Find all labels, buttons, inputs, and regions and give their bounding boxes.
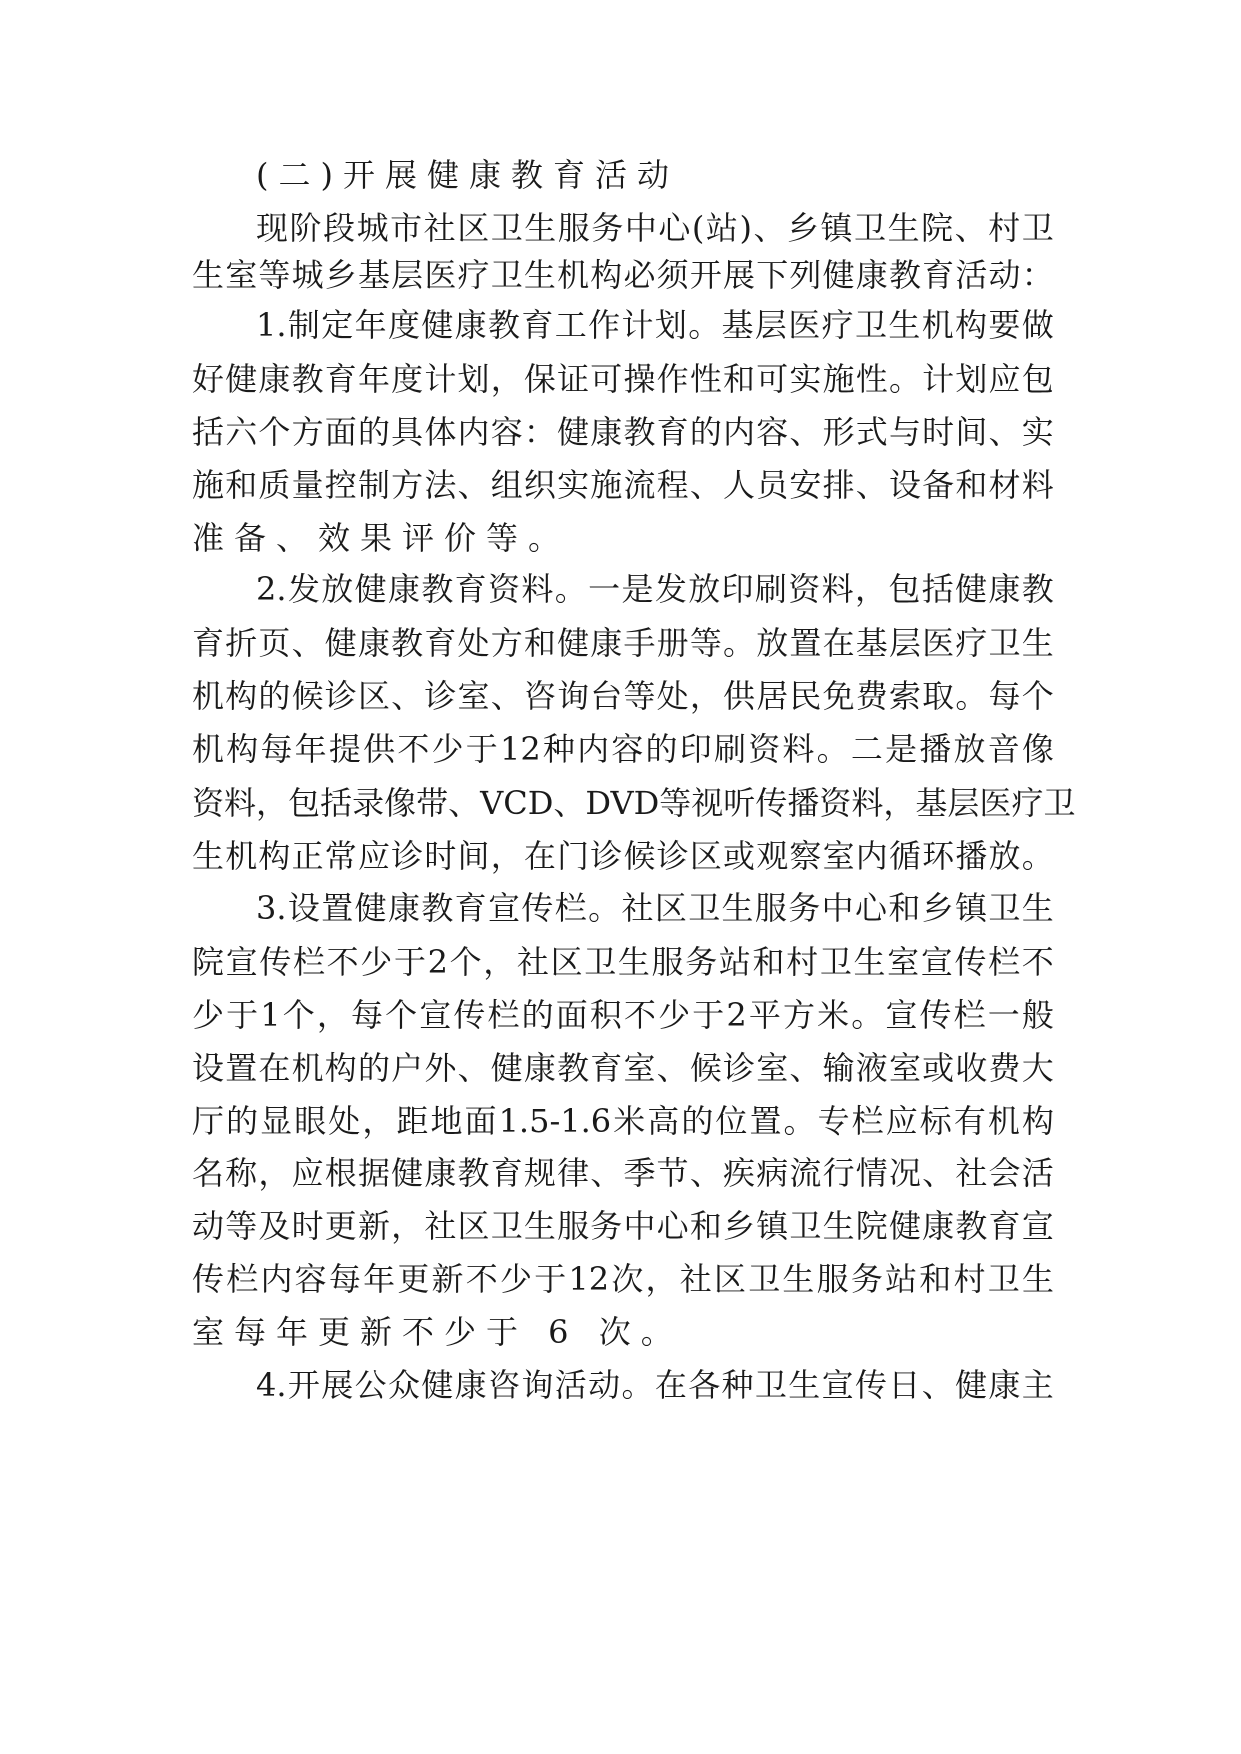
document-line: 院 宣 传 栏 不 少 于 2 个 ， 社 区 卫 生 服 务 站 和 村 卫 生 室 宣 传 栏 不 [192, 943, 1054, 981]
document-line: 施 和 质 量 控 制 方 法 、 组 织 实 施 流 程 、 人 员 安 排 、 设 备 和 材 料 [192, 466, 1054, 504]
document-line: 名 称 ， 应 根 据 健 康 教 育 规 律 、 季 节 、 疾 病 流 行 情 况 、 社 会 活 [192, 1154, 1054, 1192]
document-line: 生 机 构 正 常 应 诊 时 间 ， 在 门 诊 候 诊 区 或 观 察 室 内 循 环 播 放 。 [192, 837, 1054, 875]
document-line: 准备、效果评价等。 [192, 519, 571, 557]
document-line: 动 等 及 时 更 新 ， 社 区 卫 生 服 务 中 心 和 乡 镇 卫 生 院 健 康 教 育 宣 [192, 1207, 1054, 1245]
document-line: 资 料 ， 包 括 录 像 带 、 VCD 、 DVD 等 视 听 传 播 资 料 ， 基 层 医 疗 卫 [192, 784, 1076, 822]
document-line: 育 折 页 、 健 康 教 育 处 方 和 健 康 手 册 等 。 放 置 在 基 层 医 疗 卫 生 [192, 624, 1054, 662]
document-line: 设 置 在 机 构 的 户 外 、 健 康 教 育 室 、 候 诊 室 、 输 液 室 或 收 费 大 [192, 1049, 1054, 1087]
document-line: (二)开展健康教育活动 [256, 156, 679, 194]
document-line: 4. 开 展 公 众 健 康 咨 询 活 动 。 在 各 种 卫 生 宣 传 日 、 健 康 主 [256, 1366, 1054, 1404]
document-line: 好 健 康 教 育 年 度 计 划 ， 保 证 可 操 作 性 和 可 实 施 性 。 计 划 应 包 [192, 360, 1054, 398]
document-line: 3. 设 置 健 康 教 育 宣 传 栏 。 社 区 卫 生 服 务 中 心 和 乡 镇 卫 生 [256, 889, 1054, 927]
document-line: 室每年更新不少于 6 次。 [192, 1313, 683, 1351]
document-line: 现 阶 段 城 市 社 区 卫 生 服 务 中 心 ( 站 ) 、 乡 镇 卫 生 院 、 村 卫 [256, 209, 1054, 247]
document-line: 厅 的 显 眼 处 ， 距 地 面 1.5-1.6 米 高 的 位 置 。 专 栏 应 标 有 机 构 [192, 1102, 1054, 1140]
document-line: 传 栏 内 容 每 年 更 新 不 少 于 12 次 ， 社 区 卫 生 服 务 站 和 村 卫 生 [192, 1260, 1054, 1298]
document-line: 括 六 个 方 面 的 具 体 内 容 ： 健 康 教 育 的 内 容 、 形 式 与 时 间 、 实 [192, 413, 1054, 451]
document-line: 生 室 等 城 乡 基 层 医 疗 卫 生 机 构 必 须 开 展 下 列 健 康 教 育 活 动 ： [192, 256, 1054, 294]
document-line: 2. 发 放 健 康 教 育 资 料 。 一 是 发 放 印 刷 资 料 ， 包 括 健 康 教 [256, 570, 1054, 608]
document-line: 1. 制 定 年 度 健 康 教 育 工 作 计 划 。 基 层 医 疗 卫 生 机 构 要 做 [256, 306, 1054, 344]
document-line: 机 构 的 候 诊 区 、 诊 室 、 咨 询 台 等 处 ， 供 居 民 免 费 索 取 。 每 个 [192, 677, 1054, 715]
document-line: 机 构 每 年 提 供 不 少 于 12 种 内 容 的 印 刷 资 料 。 二 是 播 放 音 像 [192, 730, 1054, 768]
document-line: 少 于 1 个 ， 每 个 宣 传 栏 的 面 积 不 少 于 2 平 方 米 。 宣 传 栏 一 般 [192, 996, 1054, 1034]
